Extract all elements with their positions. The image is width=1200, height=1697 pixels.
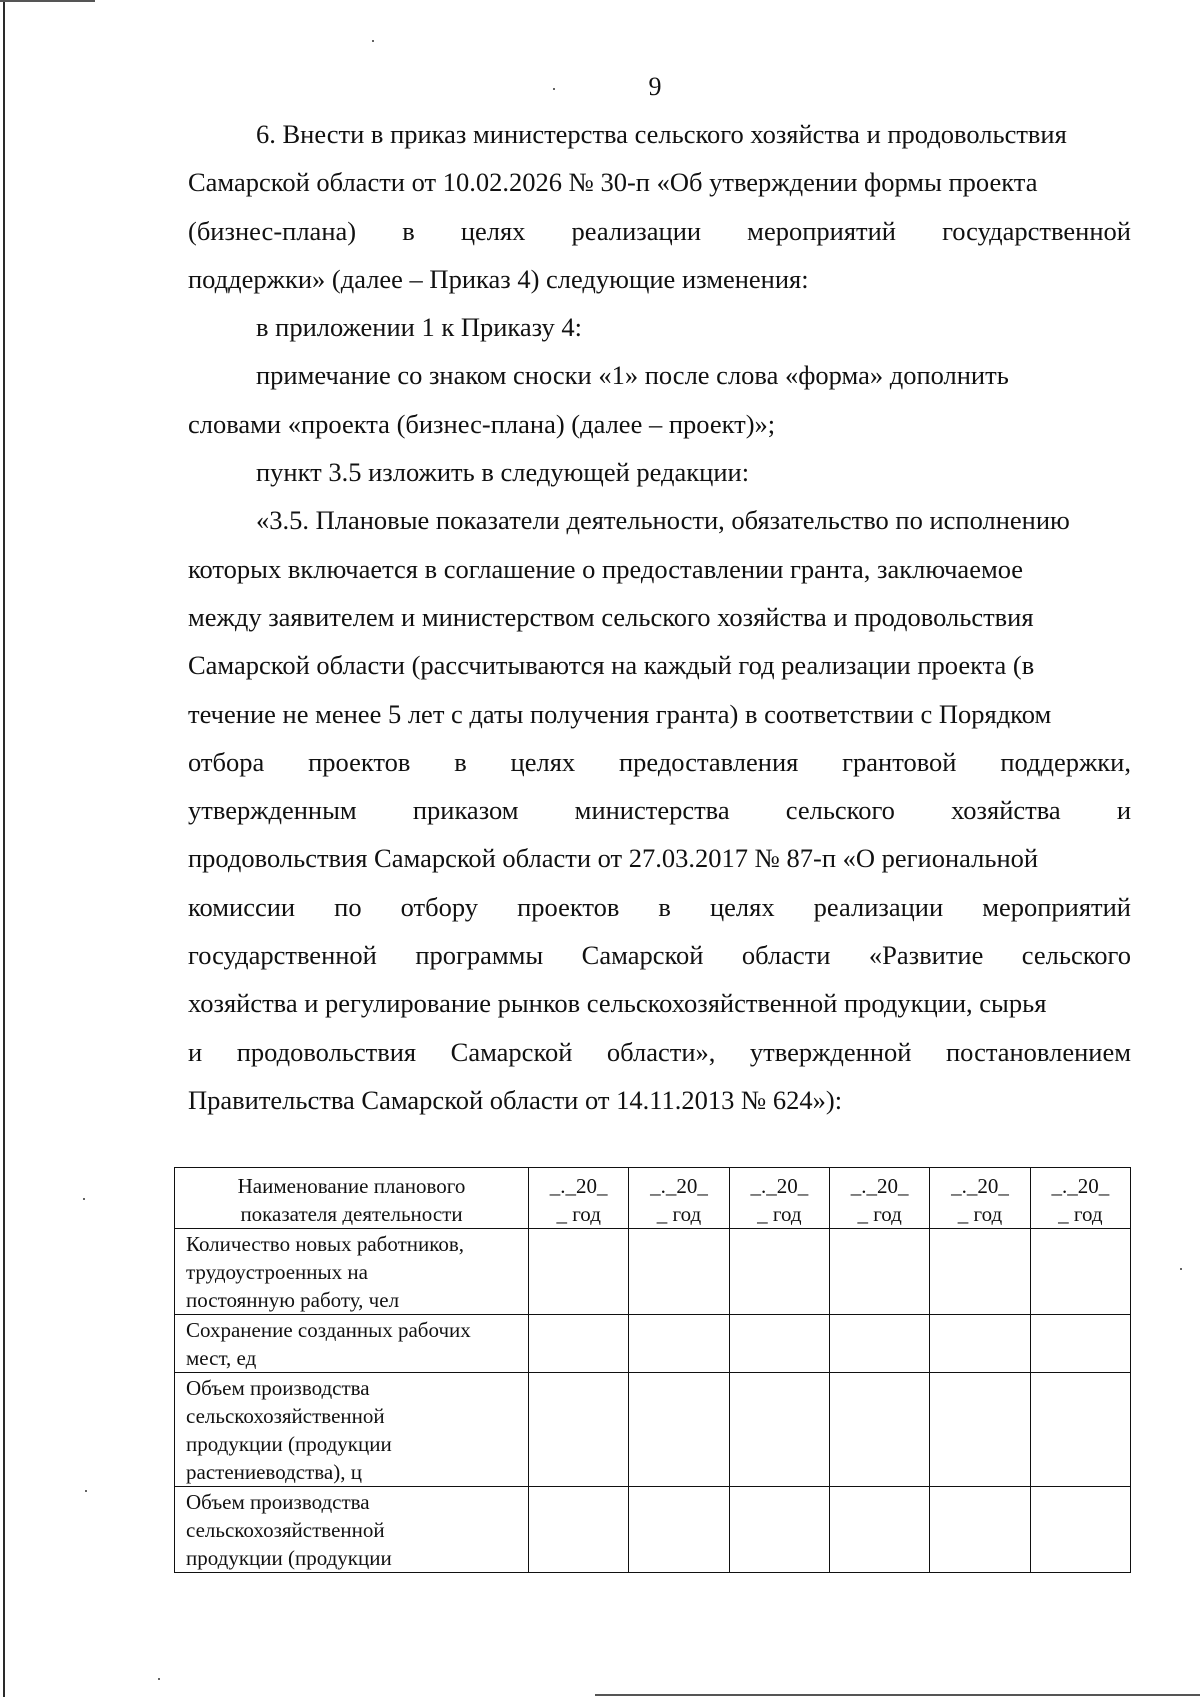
word: целях bbox=[510, 746, 576, 777]
value-cell bbox=[829, 1487, 929, 1573]
word: отбора bbox=[188, 746, 265, 777]
year-header bbox=[930, 1168, 1030, 1229]
paragraph-text: Самарской области от 10.02.2026 № 30-п «Об утверждении формы проекта bbox=[188, 167, 1038, 198]
table-header-row bbox=[175, 1168, 1131, 1229]
indicator-name-cell bbox=[175, 1487, 529, 1573]
word: проектов bbox=[517, 891, 620, 922]
year-header bbox=[729, 1168, 829, 1229]
table-row bbox=[175, 1487, 1131, 1573]
word: министерства bbox=[574, 795, 730, 826]
year-date: _._20_ bbox=[650, 1174, 708, 1198]
year-date: _._20_ bbox=[951, 1174, 1009, 1198]
paragraph-line: между заявителем и министерством сельского хозяйства и продовольствия bbox=[188, 601, 1034, 632]
year-date: _._20_ bbox=[750, 1174, 809, 1198]
value-cell bbox=[1030, 1315, 1130, 1373]
word: области bbox=[741, 940, 831, 971]
word: поддержки, bbox=[1000, 746, 1131, 777]
paragraph-line: хозяйства и регулирование рынков сельскохозяйственной продукции, сырья bbox=[188, 988, 1047, 1019]
word: сельского bbox=[1021, 940, 1131, 971]
year-label: _ год bbox=[556, 1202, 601, 1226]
value-cell bbox=[629, 1373, 729, 1487]
paragraph-line: поддержки» (далее – Приказ 4) следующие изменения: bbox=[188, 263, 809, 294]
word: Самарской bbox=[581, 940, 704, 971]
word: предоставления bbox=[618, 746, 799, 777]
value-cell bbox=[1030, 1229, 1130, 1315]
indicator-name-header bbox=[175, 1168, 529, 1229]
value-cell bbox=[529, 1487, 629, 1573]
cell-text: постоянную работу, чел bbox=[186, 1288, 400, 1312]
cell-text: сельскохозяйственной bbox=[186, 1404, 385, 1428]
cell-text: мест, ед bbox=[186, 1346, 257, 1370]
word: и bbox=[1116, 795, 1131, 826]
word: грантовой bbox=[842, 746, 957, 777]
word: (бизнес-плана) bbox=[188, 215, 357, 246]
year-date: _._20_ bbox=[549, 1174, 608, 1198]
paragraph-line: «3.5. Плановые показатели деятельности, обязательство по исполнению bbox=[256, 505, 1070, 536]
year-date: _._20_ bbox=[850, 1174, 909, 1198]
value-cell bbox=[529, 1373, 629, 1487]
cell-text: растениеводства), ц bbox=[186, 1460, 362, 1484]
value-cell bbox=[930, 1315, 1030, 1373]
cell-text: Объем производства bbox=[186, 1490, 370, 1514]
value-cell bbox=[629, 1487, 729, 1573]
year-label: _ год bbox=[1058, 1202, 1103, 1226]
value-cell bbox=[930, 1229, 1030, 1315]
cell-text: сельскохозяйственной bbox=[186, 1518, 385, 1542]
cell-text: продукции (продукции bbox=[186, 1546, 392, 1570]
value-cell bbox=[729, 1487, 829, 1573]
paragraph-line: которых включается в соглашение о предоставлении гранта, заключаемое bbox=[188, 553, 1024, 584]
table-row bbox=[175, 1315, 1131, 1373]
value-cell bbox=[729, 1373, 829, 1487]
indicator-name-cell bbox=[175, 1229, 529, 1315]
word: Самарской bbox=[450, 1036, 573, 1067]
word: «Развитие bbox=[868, 940, 984, 971]
value-cell bbox=[629, 1315, 729, 1373]
year-label: _ год bbox=[757, 1202, 802, 1226]
word: в bbox=[402, 215, 415, 246]
table-row bbox=[175, 1373, 1131, 1487]
word: проектов bbox=[308, 746, 411, 777]
table-row bbox=[175, 1229, 1131, 1315]
indicator-name-cell bbox=[175, 1373, 529, 1487]
value-cell bbox=[829, 1229, 929, 1315]
paragraph-line-justified bbox=[188, 883, 1131, 931]
indicator-name-cell bbox=[175, 1315, 529, 1373]
year-header bbox=[529, 1168, 629, 1229]
value-cell bbox=[1030, 1487, 1130, 1573]
paragraph-line-justified bbox=[188, 207, 1131, 255]
word: утвержденной bbox=[749, 1036, 912, 1067]
word: в bbox=[454, 746, 467, 777]
word: мероприятий bbox=[982, 891, 1131, 922]
paragraph-line: примечание со знаком сноски «1» после слова «форма» дополнить bbox=[256, 360, 1009, 391]
value-cell bbox=[930, 1373, 1030, 1487]
paragraph-line: Самарской области (рассчитываются на каждый год реализации проекта (в bbox=[188, 650, 1035, 681]
value-cell bbox=[529, 1315, 629, 1373]
scan-top-edge bbox=[0, 0, 95, 2]
document-body bbox=[188, 110, 1131, 1124]
paragraph-line bbox=[188, 158, 1131, 206]
word: реализации bbox=[571, 215, 702, 246]
value-cell bbox=[829, 1315, 929, 1373]
year-header bbox=[1030, 1168, 1130, 1229]
word: мероприятий bbox=[747, 215, 896, 246]
page-number: 9 bbox=[648, 72, 662, 101]
year-label: _ год bbox=[857, 1202, 902, 1226]
cell-text: продукции (продукции bbox=[186, 1432, 392, 1456]
scan-speck bbox=[85, 1490, 87, 1492]
word: постановлением bbox=[945, 1036, 1131, 1067]
word: целях bbox=[460, 215, 526, 246]
value-cell bbox=[729, 1229, 829, 1315]
word: приказом bbox=[412, 795, 519, 826]
word: государственной bbox=[942, 215, 1131, 246]
word: области», bbox=[606, 1036, 716, 1067]
header-text: показателя деятельности bbox=[240, 1202, 463, 1226]
paragraph-line-justified bbox=[188, 931, 1131, 979]
scan-bottom-edge bbox=[595, 1694, 1200, 1696]
word: утвержденным bbox=[188, 795, 357, 826]
word: комиссии bbox=[188, 891, 296, 922]
word: и bbox=[188, 1036, 203, 1067]
paragraph-line: словами «проекта (бизнес-плана) (далее – проект)»; bbox=[188, 408, 776, 439]
paragraph-line: в приложении 1 к Приказу 4: bbox=[256, 312, 583, 343]
value-cell bbox=[629, 1229, 729, 1315]
paragraph-line-justified bbox=[188, 786, 1131, 834]
paragraph-line: пункт 3.5 изложить в следующей редакции: bbox=[256, 457, 750, 488]
scan-speck bbox=[1180, 1268, 1182, 1270]
scan-left-edge bbox=[3, 0, 5, 1697]
paragraph-line: 6. Внести в приказ министерства сельского хозяйства и продовольствия bbox=[256, 119, 1067, 149]
value-cell bbox=[829, 1373, 929, 1487]
word: сельского bbox=[785, 795, 895, 826]
paragraph-line: Правительства Самарской области от 14.11.2013 № 624»): bbox=[188, 1084, 843, 1115]
paragraph-line-justified bbox=[188, 1028, 1131, 1076]
year-label: _ год bbox=[656, 1202, 702, 1226]
word: отбору bbox=[400, 891, 479, 922]
value-cell bbox=[729, 1315, 829, 1373]
cell-text: трудоустроенных на bbox=[186, 1260, 368, 1284]
word: целях bbox=[709, 891, 775, 922]
year-header bbox=[629, 1168, 729, 1229]
word: государственной bbox=[188, 940, 377, 971]
cell-text: Сохранение созданных рабочих bbox=[186, 1318, 471, 1342]
paragraph-line: течение не менее 5 лет с даты получения гранта) в соответствии с Порядком bbox=[188, 698, 1052, 729]
value-cell bbox=[529, 1229, 629, 1315]
paragraph-line: продовольствия Самарской области от 27.03.2017 № 87-п «О региональной bbox=[188, 843, 1039, 874]
scan-speck bbox=[158, 1678, 160, 1680]
word: реализации bbox=[813, 891, 944, 922]
paragraph-line-justified bbox=[188, 738, 1131, 786]
header-text: Наименование планового bbox=[237, 1174, 466, 1198]
scan-speck bbox=[83, 1198, 85, 1200]
value-cell bbox=[930, 1487, 1030, 1573]
scan-speck bbox=[372, 40, 374, 42]
word: хозяйства bbox=[951, 795, 1061, 826]
word: продовольствия bbox=[236, 1036, 417, 1067]
word: в bbox=[658, 891, 671, 922]
year-date: _._20_ bbox=[1051, 1174, 1110, 1198]
cell-text: Количество новых работников, bbox=[186, 1232, 465, 1256]
cell-text: Объем производства bbox=[186, 1376, 370, 1400]
word: по bbox=[334, 891, 362, 922]
performance-indicators-table bbox=[174, 1167, 1131, 1573]
word: программы bbox=[415, 940, 544, 971]
year-header bbox=[829, 1168, 929, 1229]
year-label: _ год bbox=[957, 1202, 1003, 1226]
value-cell bbox=[1030, 1373, 1130, 1487]
